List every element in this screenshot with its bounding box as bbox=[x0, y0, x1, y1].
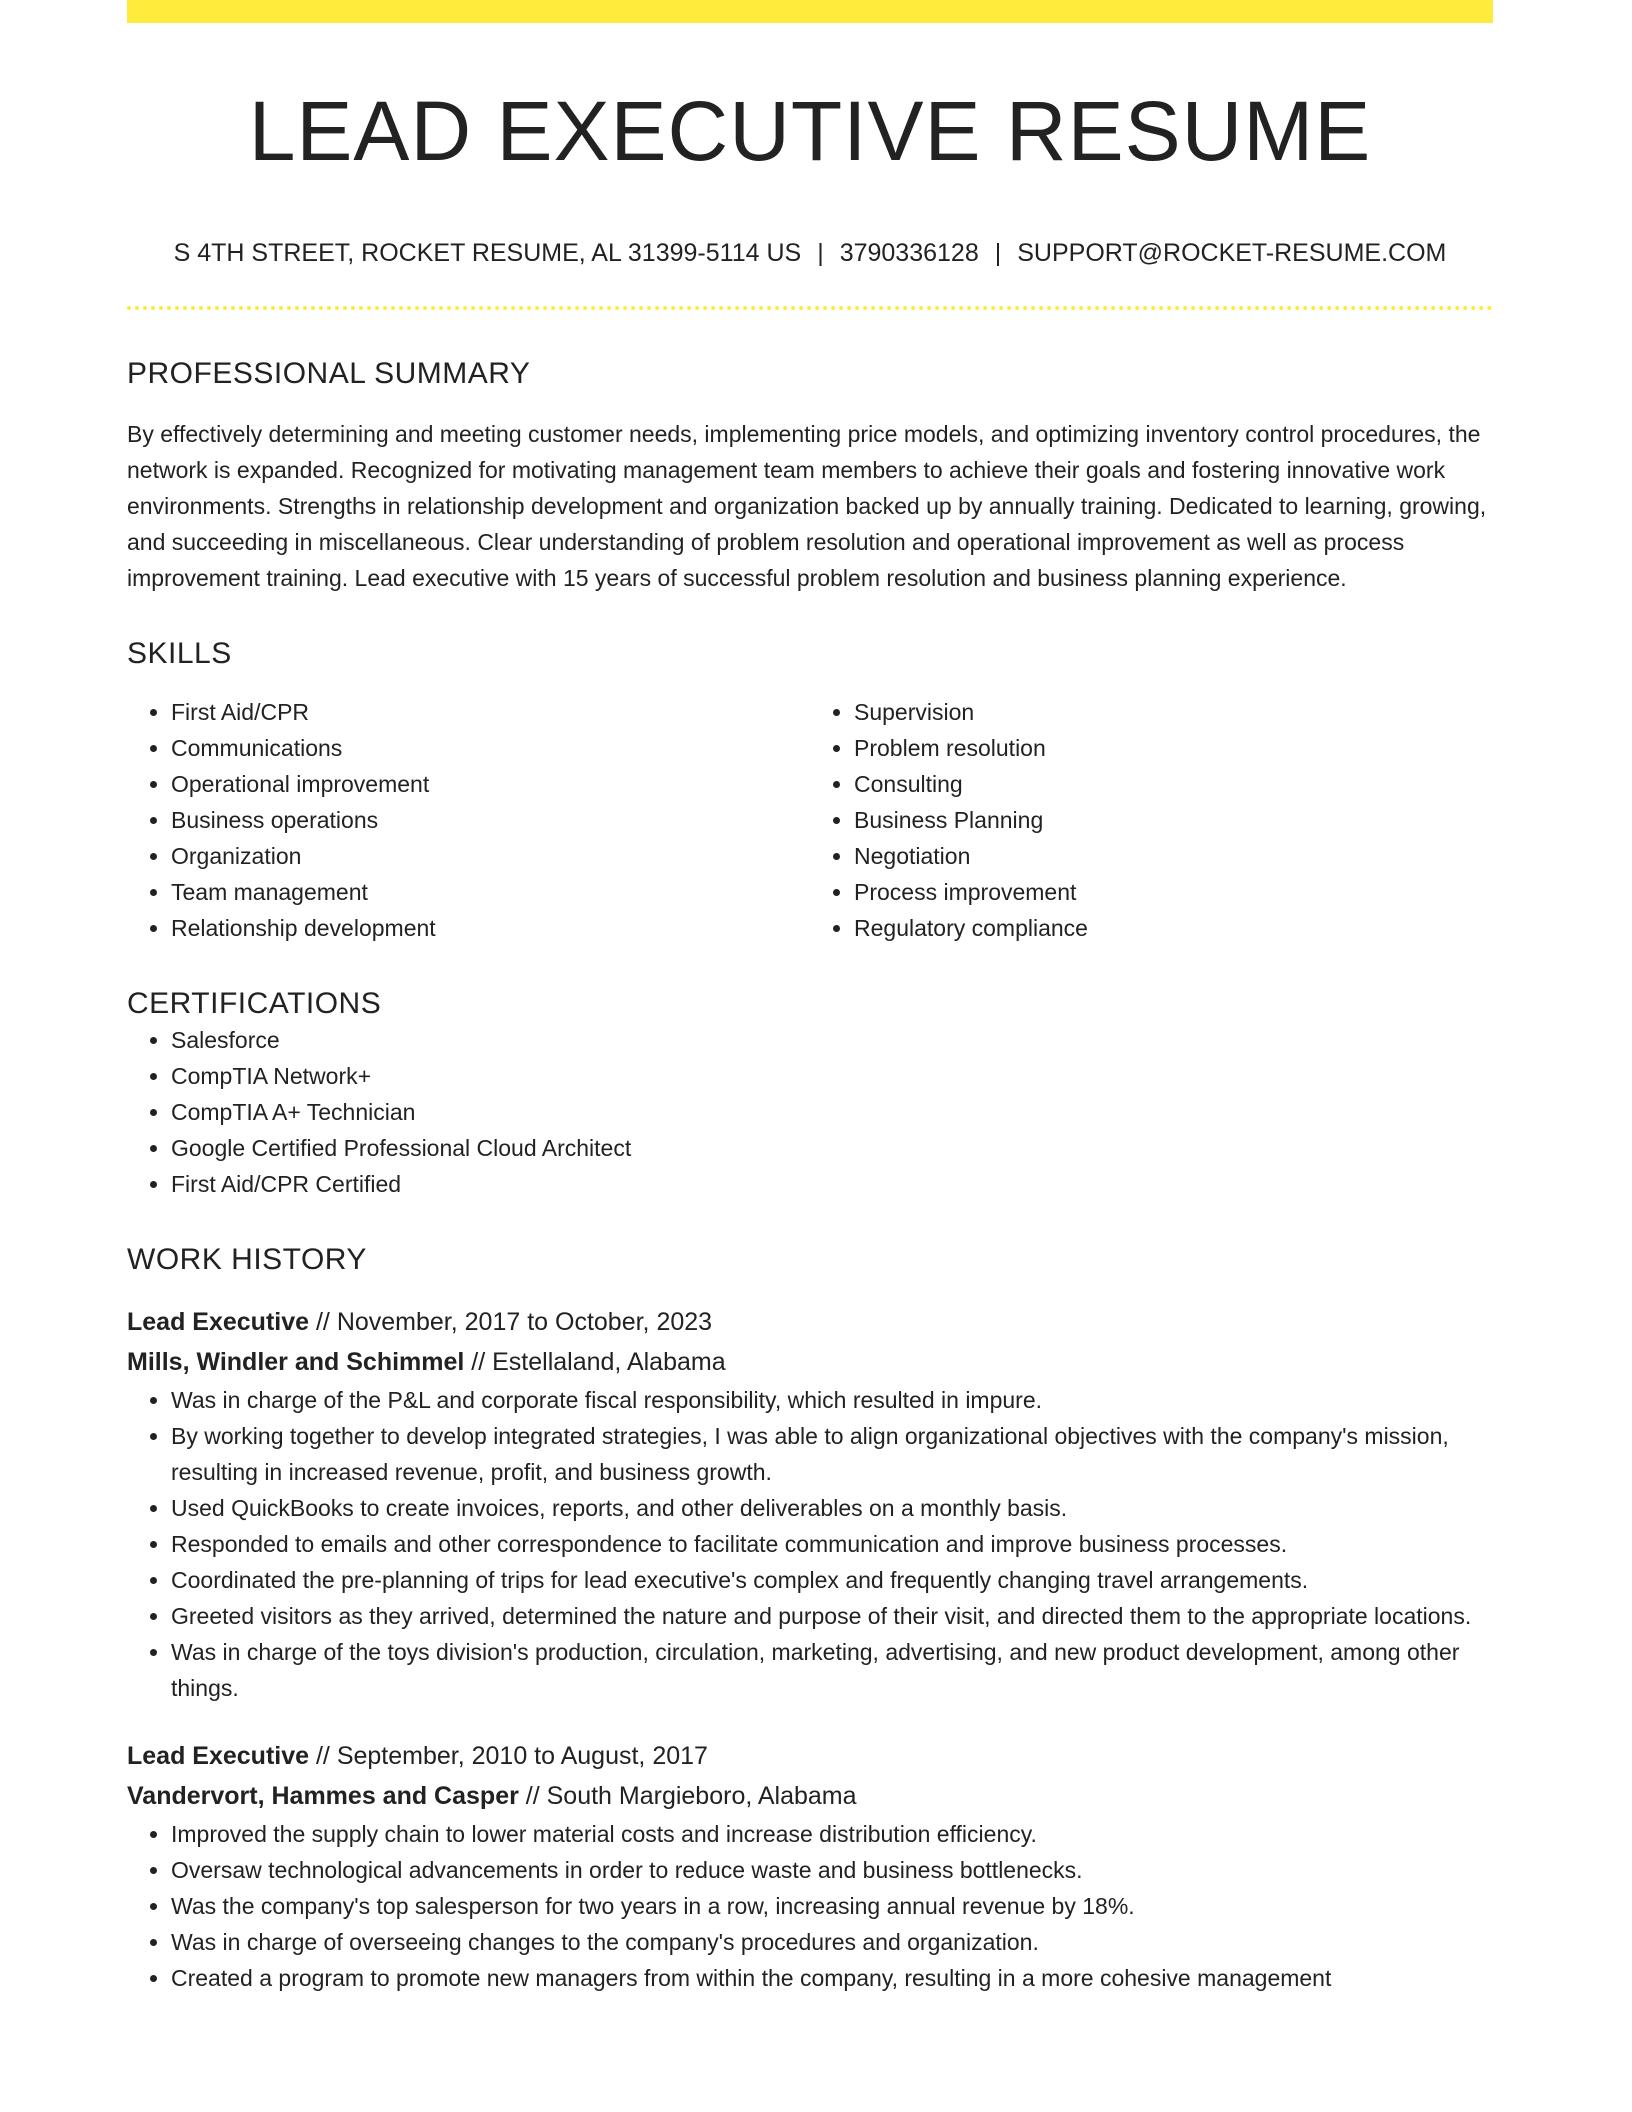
job-duty: • Coordinated the pre-planning of trips for lead executive's complex and frequently changing travel arrangements. bbox=[171, 1562, 1493, 1598]
contact-address: S 4TH STREET, ROCKET RESUME, AL 31399-5114 US bbox=[173, 238, 802, 267]
skill-item: • Communications bbox=[171, 730, 810, 766]
resume-title: LEAD EXECUTIVE RESUME bbox=[248, 84, 1372, 178]
skill-item: • Regulatory compliance bbox=[854, 910, 1493, 946]
job-location: // Estellaland, Alabama bbox=[464, 1347, 726, 1376]
certifications-heading: CERTIFICATIONS bbox=[127, 986, 382, 1020]
job-duties-list bbox=[127, 1382, 1493, 1706]
skills-heading: SKILLS bbox=[127, 636, 232, 670]
job-duty: • Oversaw technological advancements in order to reduce waste and business bottlenecks. bbox=[171, 1852, 1493, 1888]
job-duty: • Was in charge of the toys division's production, circulation, marketing, advertising, and new product development, among other things. bbox=[171, 1634, 1493, 1706]
job-duty: • By working together to develop integrated strategies, I was able to align organizational objectives with the company's mission, resulting in increased revenue, profit, and business growth. bbox=[171, 1418, 1493, 1490]
skill-item: • Operational improvement bbox=[171, 766, 810, 802]
skill-item: • Organization bbox=[171, 838, 810, 874]
skill-item: • Relationship development bbox=[171, 910, 810, 946]
job-company-line bbox=[127, 1342, 1493, 1382]
skills-columns bbox=[127, 694, 1493, 946]
contact-separator: | bbox=[817, 238, 824, 267]
top-accent-bar bbox=[127, 0, 1493, 23]
certification-item: • Salesforce bbox=[171, 1022, 1493, 1058]
summary-text: By effectively determining and meeting customer needs, implementing price models, and optimizing inventory control procedures, the network is expanded. Recognized for motivating management team members to achieve their goals and fostering innovative work environments. Strengths in relationship development and organization backed up by annually training. Dedicated to learning, growing, and succeeding in miscellaneous. Clear understanding of problem resolution and operational improvement as well as process improvement training. Lead executive with 15 years of successful problem resolution and business planning experience. bbox=[127, 420, 1487, 591]
job-duty: • Improved the supply chain to lower material costs and increase distribution efficiency. bbox=[171, 1816, 1493, 1852]
job-title: Lead Executive bbox=[127, 1307, 310, 1336]
job-duty: • Responded to emails and other correspondence to facilitate communication and improve business processes. bbox=[171, 1526, 1493, 1562]
job-company: Mills, Windler and Schimmel bbox=[127, 1347, 465, 1376]
skill-item: • Negotiation bbox=[854, 838, 1493, 874]
certifications-list bbox=[127, 1022, 1493, 1202]
work-history-heading: WORK HISTORY bbox=[127, 1242, 367, 1276]
job-entry bbox=[127, 1736, 1493, 1996]
skills-list-left bbox=[127, 694, 810, 946]
job-title: Lead Executive bbox=[127, 1741, 310, 1770]
certification-item: • CompTIA A+ Technician bbox=[171, 1094, 1493, 1130]
contact-separator: | bbox=[994, 238, 1002, 267]
summary-heading: PROFESSIONAL SUMMARY bbox=[127, 356, 531, 390]
skills-list-right bbox=[810, 694, 1493, 946]
job-duty: • Created a program to promote new managers from within the company, resulting in a more cohesive management bbox=[171, 1960, 1493, 1996]
job-duty: • Was in charge of overseeing changes to the company's procedures and organization. bbox=[171, 1924, 1493, 1960]
job-title-line bbox=[127, 1302, 1493, 1342]
job-title-line bbox=[127, 1736, 1493, 1776]
skill-item: • Business Planning bbox=[854, 802, 1493, 838]
job-duty: • Used QuickBooks to create invoices, reports, and other deliverables on a monthly basis. bbox=[171, 1490, 1493, 1526]
skill-item: • Supervision bbox=[854, 694, 1493, 730]
certification-item: • First Aid/CPR Certified bbox=[171, 1166, 1493, 1202]
skill-item: • First Aid/CPR bbox=[171, 694, 810, 730]
skill-item: • Business operations bbox=[171, 802, 810, 838]
skill-item: • Problem resolution bbox=[854, 730, 1493, 766]
skill-item: • Process improvement bbox=[854, 874, 1493, 910]
job-location: // South Margieboro, Alabama bbox=[518, 1781, 857, 1810]
resume-page bbox=[127, 0, 1493, 1996]
job-company-line bbox=[127, 1776, 1493, 1816]
job-dates: // November, 2017 to October, 2023 bbox=[309, 1307, 713, 1336]
contact-line bbox=[127, 238, 1493, 268]
job-duties-list bbox=[127, 1816, 1493, 1996]
contact-phone[interactable]: 3790336128 bbox=[839, 238, 979, 267]
skill-item: • Team management bbox=[171, 874, 810, 910]
job-entry bbox=[127, 1302, 1493, 1706]
header-divider bbox=[127, 306, 1493, 310]
certification-item: • Google Certified Professional Cloud Architect bbox=[171, 1130, 1493, 1166]
certification-item: • CompTIA Network+ bbox=[171, 1058, 1493, 1094]
contact-email[interactable]: SUPPORT@ROCKET-RESUME.COM bbox=[1017, 238, 1447, 267]
job-duty: • Was the company's top salesperson for two years in a row, increasing annual revenue by 18%. bbox=[171, 1888, 1493, 1924]
job-company: Vandervort, Hammes and Casper bbox=[127, 1781, 519, 1810]
job-duty: • Greeted visitors as they arrived, determined the nature and purpose of their visit, and directed them to the appropriate locations. bbox=[171, 1598, 1493, 1634]
job-dates: // September, 2010 to August, 2017 bbox=[309, 1741, 708, 1770]
skill-item: • Consulting bbox=[854, 766, 1493, 802]
job-duty: • Was in charge of the P&L and corporate fiscal responsibility, which resulted in impure. bbox=[171, 1382, 1493, 1418]
